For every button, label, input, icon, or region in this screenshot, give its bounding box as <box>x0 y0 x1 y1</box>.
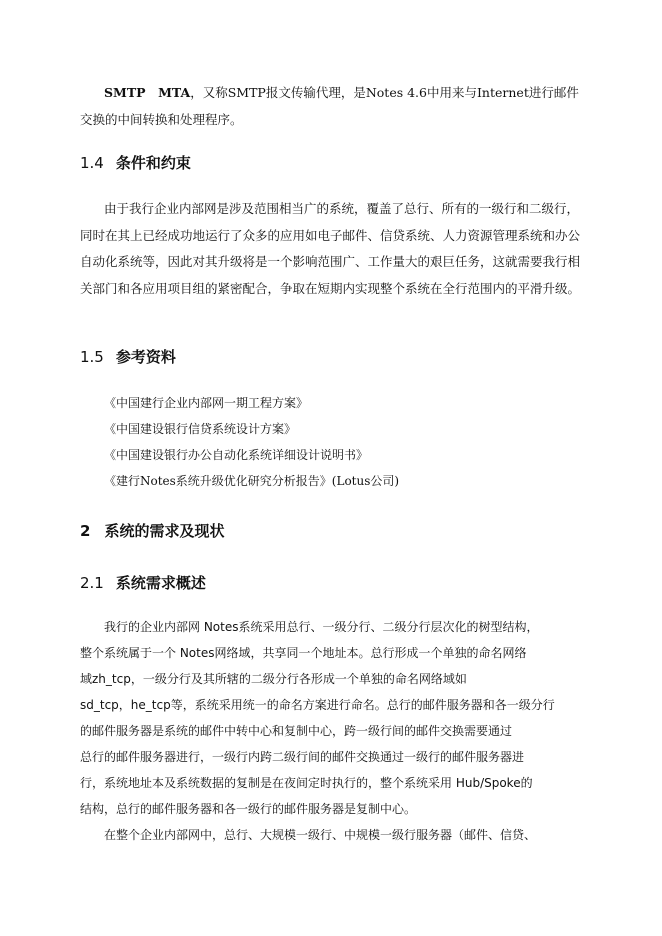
section-heading-2-1 <box>80 572 206 593</box>
intro-paragraph <box>80 80 580 133</box>
section-number: 1.4 <box>80 154 104 172</box>
text-line: 的邮件服务器是系统的邮件中转中心和复制中心，跨一级行间的邮件交换需要通过 <box>80 724 513 738</box>
reference-item: 《中国建设银行办公自动化系统详细设计说明书》 <box>104 448 369 462</box>
text-line: sd_tcp，he_tcp等，系统采用统一的命名方案进行命名。总行的邮件服务器和各一级分行 <box>80 698 555 712</box>
section-number: 2.1 <box>80 574 104 592</box>
chapter-title: 系统的需求及现状 <box>104 522 225 540</box>
intro-text: ，又称SMTP报文传输代理，是Notes 4.6中用来与Internet进行邮件交换的中间转换和处理程序。 <box>80 85 579 127</box>
section-number: 1.5 <box>80 348 104 366</box>
section-heading-1-4 <box>80 152 191 173</box>
text-line: 在整个企业内部网中，总行、大规模一级行、中规模一级行服务器（邮件、信贷、 <box>104 828 537 842</box>
chapter-heading-2 <box>80 520 224 541</box>
section-title: 系统需求概述 <box>115 574 206 592</box>
text-line: 结构，总行的邮件服务器和各一级行的邮件服务器是复制中心。 <box>80 802 417 816</box>
smtp-mta-term: SMTP MTA <box>104 85 191 100</box>
requirements-paragraph <box>80 614 580 848</box>
section-title: 条件和约束 <box>115 154 191 172</box>
reference-item: 《中国建行企业内部网一期工程方案》 <box>104 396 309 410</box>
chapter-number: 2 <box>80 522 91 540</box>
reference-item: 《中国建设银行信贷系统设计方案》 <box>104 422 297 436</box>
reference-item: 《建行Notes系统升级优化研究分析报告》(Lotus公司) <box>104 474 400 488</box>
section-title: 参考资料 <box>115 348 176 366</box>
text-line: 总行的邮件服务器进行，一级行内跨二级行间的邮件交换通过一级行的邮件服务器进 <box>80 750 525 764</box>
text-line: 我行的企业内部网 Notes系统采用总行、一级分行、二级分行层次化的树型结构， <box>104 620 539 634</box>
text-line: 域zh_tcp，一级分行及其所辖的二级分行各形成一个单独的命名网络域如 <box>80 672 467 686</box>
section-heading-1-5 <box>80 346 176 367</box>
text-line: 行，系统地址本及系统数据的复制是在夜间定时执行的，整个系统采用 Hub/Spoke的 <box>80 776 533 790</box>
constraints-paragraph: 由于我行企业内部网是涉及范围相当广的系统，覆盖了总行、所有的一级行和二级行，同时在其上已经成功地运行了众多的应用如电子邮件、信贷系统、人力资源管理系统和办公自动化系统等，因此对其升级将是一个影响范围广、工作量大的艰巨任务，这就需要我行相关部门和各应用项目组的紧密配合，争取在短期内实现整个系统在全行范围内的平滑升级。 <box>80 201 581 296</box>
text-line: 整个系统属于一个 Notes网络域，共享同一个地址本。总行形成一个单独的命名网络 <box>80 646 527 660</box>
